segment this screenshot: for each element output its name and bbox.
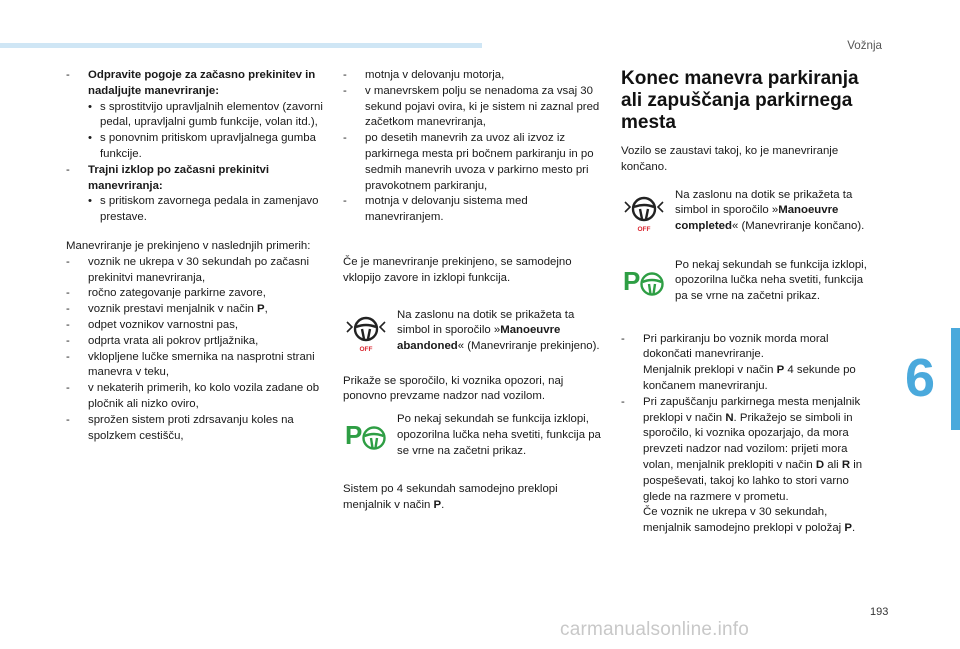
list-item: - motnja v delovanju sistema med manevriranjem. xyxy=(343,195,528,224)
list-item: - vklopljene lučke smernika na nasprotni strani manevra v teku, xyxy=(66,350,315,379)
list-item: • s sprostitvijo upravljalnih elementov (zavorni pedal, upravljalni gumb funkcije, volan itd.), xyxy=(88,100,323,129)
park-assist-icon xyxy=(343,414,389,460)
section-heading: Konec manevra parkiranja ali zapuščanja parkirnega mesta xyxy=(621,68,859,133)
watermark: carmanualsonline.info xyxy=(560,619,750,640)
paragraph: Vozilo se zaustavi takoj, ko je manevriranje končano. xyxy=(621,145,839,173)
list-item: - ročno zategovanje parkirne zavore, xyxy=(66,287,266,300)
section-title: Vožnja xyxy=(847,39,882,52)
chapter-tab xyxy=(951,328,960,430)
notice-park-assist: P Po nekaj sekundah se funkcija izklopi, opozorilna lučka neha svetiti, funkcija pa se vrne na začetni prikaz. xyxy=(343,412,605,474)
column-3 xyxy=(621,68,876,537)
list-item: - Odpravite pogoje za začasno prekinitev in nadaljujte manevriranje: xyxy=(66,69,316,97)
list-item: - po desetih manevrih za uvoz ali izvoz iz parkirnega mesta pri bočnem parkiranju in po sedmih manevrih uvoza v parkirno mesto pri pravokotnem parkiranju, xyxy=(343,132,594,192)
list-item: - Pri parkiranju bo voznik morda moral dokončati manevriranje. Menjalnik preklopi v način P 4 sekunde po končanem manevriranju. xyxy=(621,332,856,392)
park-assist-icon xyxy=(621,260,667,306)
notice-park-assist: P Po nekaj sekundah se funkcija izklopi, opozorilna lučka neha svetiti, funkcija pa se vrne na začetni prikaz. xyxy=(621,258,876,320)
list-item: - voznik prestavi menjalnik v način P, xyxy=(66,303,268,316)
chapter-number: 6 xyxy=(905,348,936,408)
list-item: - Pri zapuščanju parkirnega mesta menjalnik preklopi v način N. Prikažejo se simboli in sporočilo, ki voznika opozarjajo, da mora prevzeti nadzor nad vozilom: prijeti mora volan, menjalnik preklopiti v način D ali R in pospeševati, takoj ko lahko to stori varno glede na razmere v prometu. Če voznik ne ukrepa v 30 sekundah, menjalnik samodejno preklopi v položaj P. xyxy=(621,395,863,535)
paragraph: Če je manevriranje prekinjeno, se samodejno vklopijo zavore in izklopi funkcija. xyxy=(343,255,572,284)
p-letter: P xyxy=(345,420,363,451)
list-item: - odpet voznikov varnostni pas, xyxy=(66,318,239,331)
column-1 xyxy=(66,68,328,444)
notice-completed: OFF Na zaslonu na dotik se prikažeta ta simbol in sporočilo »Manoeuvre completed« (Manevriranje končano). xyxy=(621,188,876,250)
header-bar xyxy=(0,43,482,48)
list-item: - motnja v delovanju motorja, xyxy=(343,69,505,81)
paragraph: Manevriranje je prekinjeno v naslednjih primerih: xyxy=(66,239,311,252)
notice-abandoned: OFF Na zaslonu na dotik se prikažeta ta simbol in sporočilo »Manoeuvre abandoned« (Manevriranje prekinjeno). xyxy=(343,308,605,370)
p-letter: P xyxy=(623,265,641,296)
list-item: • s pritiskom zavornega pedala in zamenjavo prestave. xyxy=(88,195,319,224)
list-item: - v nekaterih primerih, ko kolo vozila zadane ob pločnik ali nizko oviro, xyxy=(66,382,320,410)
off-label: OFF xyxy=(359,345,373,353)
page-number: 193 xyxy=(870,606,889,618)
list-item: • s ponovnim pritiskom upravljalnega gumba funkcije. xyxy=(88,132,316,160)
steering-wheel-off-icon xyxy=(621,190,667,236)
list-item: - Trajni izklop po začasni prekinitvi manevriranja: xyxy=(66,163,270,192)
off-label: OFF xyxy=(637,225,651,233)
list-item: - v manevrskem polju se nenadoma za vsaj 30 sekund pojavi ovira, ki je sistem ni zaznal pred začetkom manevriranja, xyxy=(343,84,600,129)
steering-wheel-off-icon xyxy=(343,310,389,356)
column-2 xyxy=(343,68,605,514)
paragraph: Prikaže se sporočilo, ki voznika opozori, naj ponovno prevzame nadzor nad vozilom. xyxy=(343,374,564,403)
list-item: - voznik ne ukrepa v 30 sekundah po začasni prekinitvi manevriranja, xyxy=(66,255,309,284)
paragraph: Sistem po 4 sekundah samodejno preklopi menjalnik v način P. xyxy=(343,483,558,511)
list-item: - odprta vrata ali pokrov prtljažnika, xyxy=(66,334,259,347)
list-item: - sprožen sistem proti zdrsavanju koles na spolzkem cestišču, xyxy=(66,413,294,442)
